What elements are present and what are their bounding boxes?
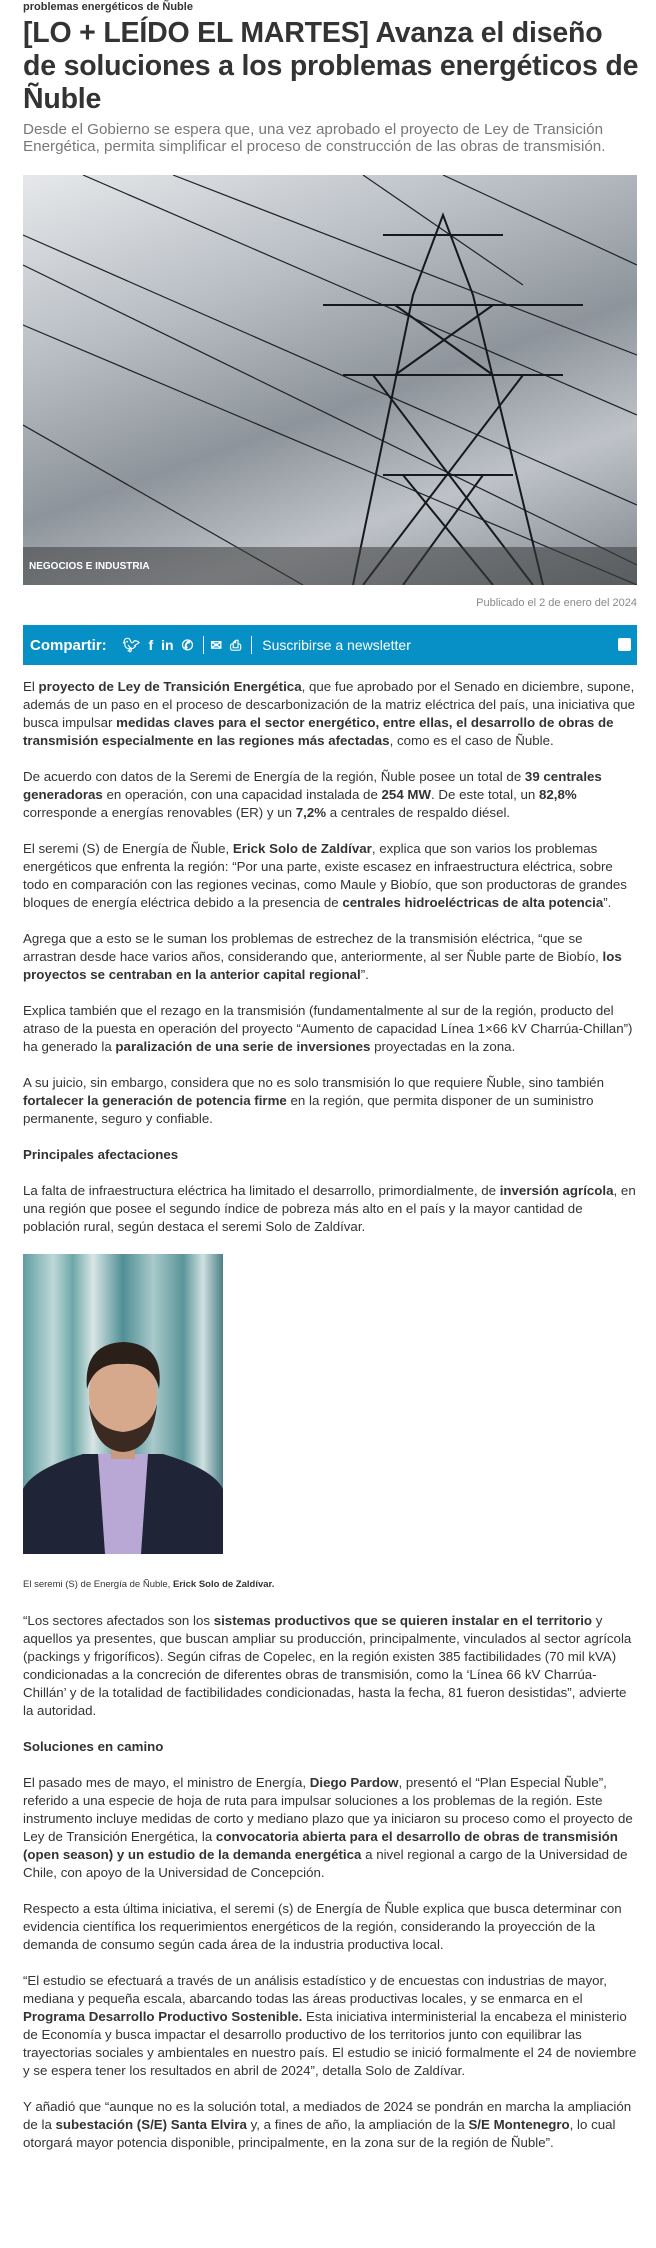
email-icon[interactable]: ✉ [210,636,223,653]
bold-text: Erick Solo de Zaldívar. [172,1579,275,1590]
category-label[interactable]: NEGOCIOS E INDUSTRIA [23,547,637,585]
article-paragraph [23,1612,639,1720]
text: a centrales de respaldo diésel. [326,805,511,820]
article-paragraph [23,678,639,750]
bold-text: Diego Pardow [309,1775,399,1790]
photo-caption [23,1576,639,1594]
text: , en una región que posee el segundo índice de pobreza más alto en el país y la mayor cantidad de población rural, según destaca el seremi Solo de Zaldívar. [23,1183,636,1234]
text: A su juicio, sin embargo, considera que no es solo transmisión lo que requiere Ñuble, sino también [23,1075,604,1090]
text: y aquellos ya presentes, que buscan ampliar su producción, principalmente, vinculados al sector agrícola (packings y frigoríficos). Según cifras de Copelec, en la región existen 385 factibilidades (70 mil kVA) condicionadas a la concreción de diferentes obras de transmisión, como la ‘Línea 66 kV Charrúa-Chillán’ y de la totalidad de factibilidades condicionadas, hasta la fecha, 81 fueron desistidas”, advierte la autoridad. [23,1613,632,1718]
text: El [23,679,39,694]
section-heading [23,1146,639,1164]
page-title: [LO + LEÍDO EL MARTES] Avanza el diseño de soluciones a los problemas energéticos de Ñuble [23,17,639,115]
text: y, a fines de año, la ampliación de la [246,2117,469,2132]
breadcrumb[interactable]: problemas energéticos de Ñuble [23,1,193,13]
text: El pasado mes de mayo, el ministro de Energía, [23,1775,310,1790]
share-bar [23,625,637,665]
text: Explica también que el rezago en la transmisión (fundamentalmente al sur de la región, producto del atraso de la puesta en operación del proyecto “Aumento de capacidad Línea 1×66 kV Charrúa-Chillan”) ha generado la [23,1003,633,1054]
text: ”. [603,895,612,910]
text: , explica que son varios los problemas energéticos que enfrenta la región: “Por una parte, existe escasez en infraestructura eléctrica, sobre todo en comparación con las regiones vecinas, como Maule y Biobío, que son productoras de grandes bloques de energía eléctrica debido a la presencia de [23,841,627,910]
text: Agrega que a esto se le suman los problemas de estrechez de la transmisión eléctrica, “que se arrastran desde hace varios años, considerando que, anteriormente, al ser Ñuble parte de Biobío, [23,931,603,964]
divider [203,636,204,654]
bold-text: subestación (S/E) Santa Elvira [55,2117,247,2132]
article-paragraph [23,1074,639,1128]
text: en operación, con una capacidad instalada de [102,787,382,802]
article-paragraph [23,2098,639,2152]
article-paragraph [23,840,639,912]
text: corresponde a energías renovables (ER) y un [23,805,296,820]
divider [251,636,252,654]
text: El seremi (S) de Energía de Ñuble, [23,1579,173,1590]
bold-text: 254 MW [381,787,432,802]
twitter-icon[interactable]: 🐦︎ [122,636,141,653]
text: , presentó el “Plan Especial Ñuble”, referido a una especie de hoja de ruta para impulsar soluciones a los problemas de la región. Este instrumento incluye medidas de corto y mediano plazo que ya iniciaron su proceso como el proyecto de Ley de Transición Energética, la [23,1775,633,1844]
linkedin-icon[interactable]: in [161,637,174,653]
bold-text: 39 centrales generadoras [23,769,602,802]
bold-text: convocatoria abierta para el desarrollo de obras de transmisión (open season) y un estudio de la demanda energética [23,1829,618,1862]
article-subtitle: Desde el Gobierno se espera que, una vez aprobado el proyecto de Ley de Transición Energética, permita simplificar el proceso de construcción de las obras de transmisión. [23,121,606,155]
bold-text: Erick Solo de Zaldívar [232,841,372,856]
text: , como es el caso de Ñuble. [389,733,554,748]
bold-text: paralización de una serie de inversiones [115,1039,371,1054]
section-heading [23,1738,639,1756]
article-paragraph [23,1002,639,1056]
share-label: Compartir: [30,636,107,654]
bold-text: 7,2% [295,805,327,820]
bold-text: sistemas productivos que se quieren instalar en el territorio [213,1613,593,1628]
text: proyectadas en la zona. [370,1039,516,1054]
person-illustration [23,1254,223,1554]
text: en la región, que permita disponer de un suministro permanente, seguro y confiable. [23,1093,594,1126]
article-paragraph [23,1972,639,2080]
text: Soluciones en camino [23,1739,164,1754]
bold-text: inversión agrícola [499,1183,614,1198]
text: Respecto a esta última iniciativa, el seremi (s) de Energía de Ñuble explica que busca determinar con evidencia científica los requerimientos energéticos de la región, considerando la proyección de la demanda de consumo según cada área de la industria productiva local. [23,1901,622,1952]
bold-text: centrales hidroeléctricas de alta potencia [342,895,604,910]
rss-icon[interactable] [618,638,631,651]
whatsapp-icon[interactable]: ✆ [181,636,194,653]
text: “El estudio se efectuará a través de un análisis estadístico y de encuestas con industrias de mayor, mediana y pequeña escala, abarcando todas las áreas productivas locales, y se enmarca en el [23,1973,607,2006]
text: Principales afectaciones [23,1147,179,1162]
bold-text: proyecto de Ley de Transición Energética [38,679,302,694]
newsletter-link[interactable]: Suscribirse a newsletter [262,637,411,653]
seremi-portrait-photo [23,1254,223,1554]
article-paragraph [23,1774,639,1882]
power-tower-illustration [23,175,637,585]
bold-text: fortalecer la generación de potencia firme [23,1093,287,1108]
text: Esta iniciativa interministerial la encabeza el ministerio de Economía y busca impactar el desarrollo productivo de los territorios junto con equilibrar las trayectorias sociales y ambientales en nuestro país. El estudio se inició formalmente el 24 de noviembre y se espera tener los resultados en abril de 2024”, detalla Solo de Zaldívar. [23,2009,637,2078]
text: . De este total, un [431,787,539,802]
article-paragraph [23,1900,639,1954]
article-paragraph [23,930,639,984]
bold-text: S/E Montenegro [468,2117,570,2132]
text: Y añadió que “aunque no es la solución total, a mediados de 2024 se pondrán en marcha la ampliación de la [23,2099,632,2132]
bold-text: los proyectos se centraban en la anterior capital regional [23,949,622,982]
facebook-icon[interactable]: f [148,637,154,653]
text: ”. [360,967,369,982]
article-paragraph [23,768,639,822]
text: La falta de infraestructura eléctrica ha limitado el desarrollo, primordialmente, de [23,1183,500,1198]
text: , lo cual otorgará mayor potencia disponible, principalmente, en la zona sur de la región de Ñuble”. [23,2117,616,2150]
text: El seremi (S) de Energía de Ñuble, [23,841,233,856]
text: , que fue aprobado por el Senado en diciembre, supone, además de un paso en el proceso de descarbonización de la matriz eléctrica del país, una iniciativa que busca impulsar [23,679,636,730]
text: “Los sectores afectados son los [23,1613,214,1628]
hero-image [23,175,637,585]
published-date: Publicado el 2 de enero del 2024 [476,597,637,609]
text: De acuerdo con datos de la Seremi de Energía de la región, Ñuble posee un total de [23,769,525,784]
text: a nivel regional a cargo de la Universidad de Chile, con apoyo de la Universidad de Concepción. [23,1847,628,1880]
article-body [23,678,639,2170]
bold-text: medidas claves para el sector energético, entre ellas, el desarrollo de obras de transmisión especialmente en las regiones más afectadas [23,715,614,748]
print-icon[interactable]: ⎙ [230,636,242,653]
bold-text: Programa Desarrollo Productivo Sostenible. [23,2009,303,2024]
article-paragraph [23,1182,639,1236]
bold-text: 82,8% [538,787,577,802]
